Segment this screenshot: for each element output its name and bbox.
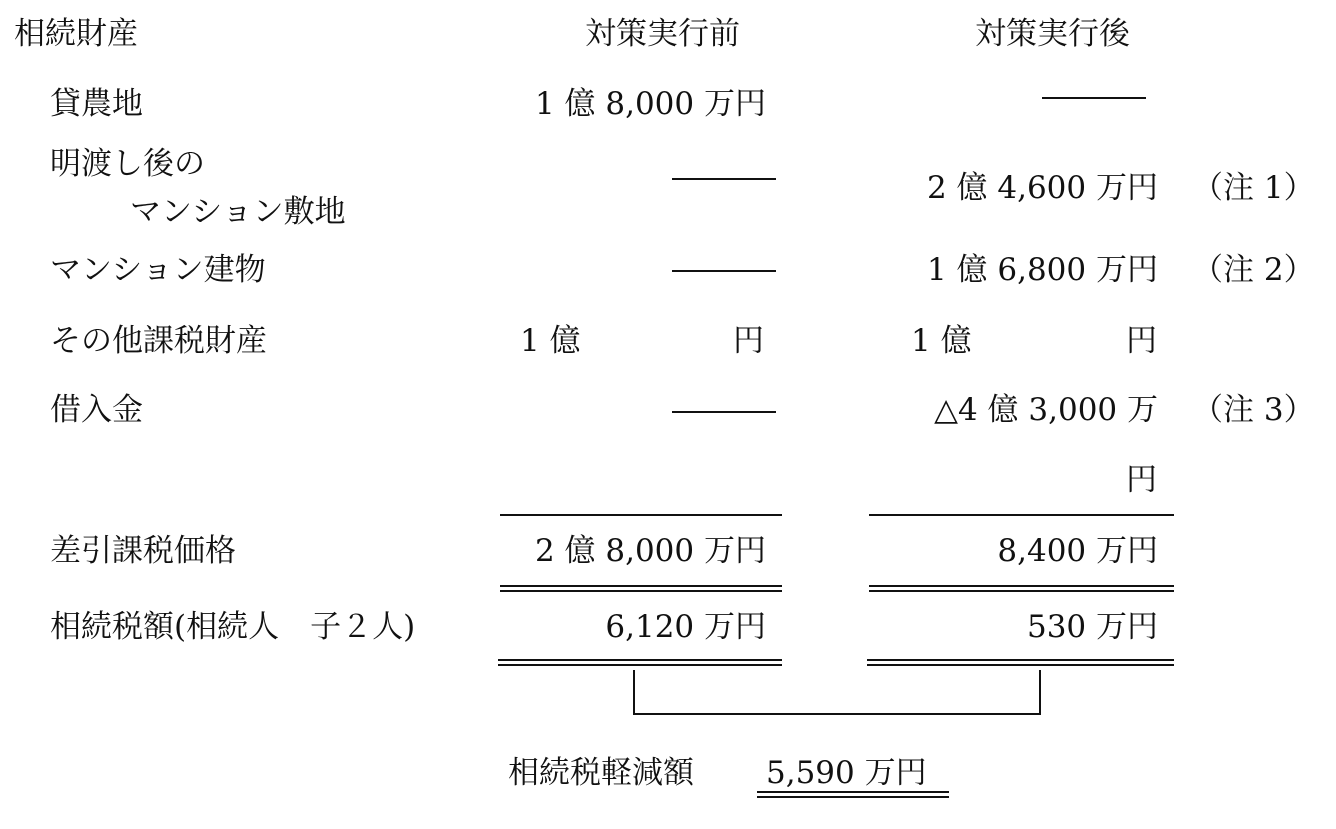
row-label-farmland: 貸農地 <box>50 86 143 122</box>
note-2: （注 2） <box>1192 252 1315 288</box>
row-label-tax: 相続税額(相続人 子２人) <box>50 609 416 645</box>
row-label-loan: 借入金 <box>50 392 143 428</box>
row-label-other: その他課税財産 <box>50 323 267 359</box>
value-other-after-amount: 1 億 <box>911 323 972 359</box>
double-rule-net-after <box>869 585 1174 592</box>
value-loan-after-unit: 円 <box>1126 462 1157 498</box>
dash-loan-before <box>672 411 776 413</box>
value-tax-after: 530 万円 <box>1026 609 1158 645</box>
column-header-after: 対策実行後 <box>975 16 1130 52</box>
dash-building-before <box>672 270 776 272</box>
double-rule-tax-after <box>867 659 1174 666</box>
summary-value: 5,590 万円 <box>766 755 927 791</box>
note-1: （注 1） <box>1192 170 1315 206</box>
dash-site-before <box>672 178 776 180</box>
column-header-before: 対策実行前 <box>585 16 740 52</box>
double-rule-tax-before <box>498 659 782 666</box>
bracket-right-stem <box>1039 670 1041 715</box>
row-label-building: マンション建物 <box>50 252 266 288</box>
value-other-before-unit: 円 <box>733 323 764 359</box>
subtotal-rule-after <box>869 514 1174 516</box>
value-site-after: 2 億 4,600 万円 <box>926 170 1158 206</box>
value-tax-before: 6,120 万円 <box>605 609 766 645</box>
dash-farmland-after <box>1042 97 1146 99</box>
bracket-left-stem <box>633 670 635 715</box>
summary-label: 相続税軽減額 <box>508 755 694 791</box>
value-net-before: 2 億 8,000 万円 <box>534 533 766 569</box>
row-label-site-line2: マンション敷地 <box>130 194 346 230</box>
row-label-site-line1: 明渡し後の <box>50 146 205 182</box>
note-3: （注 3） <box>1192 392 1315 428</box>
value-other-after-unit: 円 <box>1126 323 1157 359</box>
value-farmland-before: 1 億 8,000 万円 <box>534 86 766 122</box>
section-heading: 相続財産 <box>14 16 138 52</box>
value-loan-after: △4 億 3,000 万 <box>934 392 1158 428</box>
subtotal-rule-before <box>500 514 782 516</box>
value-net-after: 8,400 万円 <box>997 533 1158 569</box>
bracket-bottom <box>633 713 1041 715</box>
summary-double-underline <box>757 791 949 798</box>
double-rule-net-before <box>500 585 782 592</box>
value-other-before-amount: 1 億 <box>520 323 581 359</box>
row-label-net-taxable: 差引課税価格 <box>50 533 236 569</box>
value-building-after: 1 億 6,800 万円 <box>926 252 1158 288</box>
